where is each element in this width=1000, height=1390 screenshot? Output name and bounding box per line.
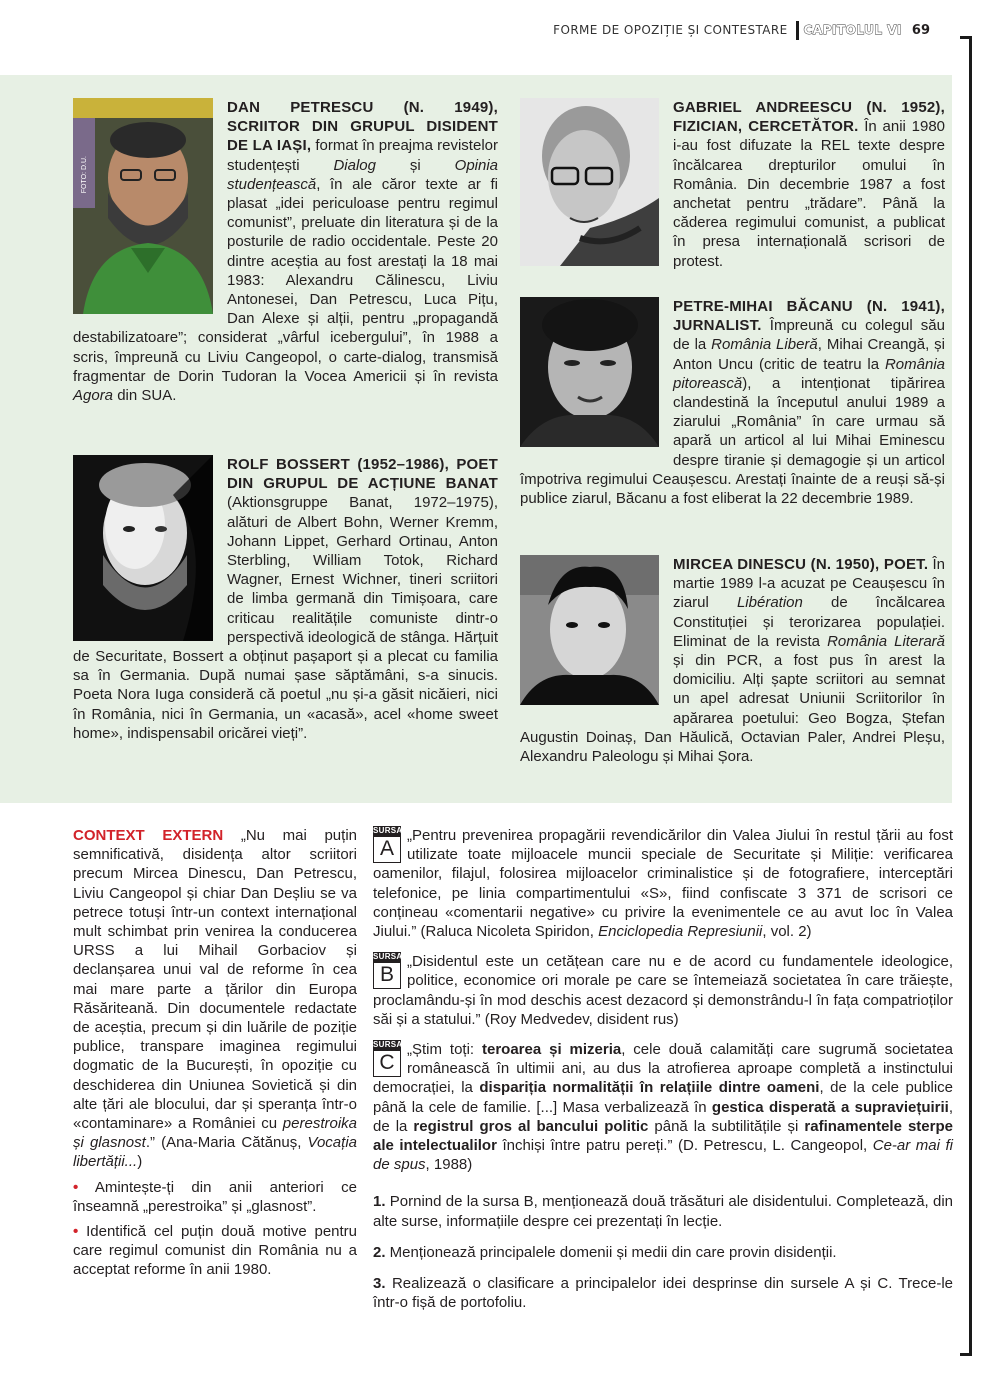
sources-column	[373, 826, 953, 1324]
photo-dan-petrescu	[73, 98, 213, 314]
page-edge-bracket	[960, 36, 972, 1356]
context-label: CONTEXT EXTERN	[73, 827, 224, 844]
photo-mircea-dinescu	[520, 555, 659, 705]
page-header	[553, 19, 930, 41]
bullet-icon: •	[73, 1178, 79, 1196]
portrait-image	[520, 297, 659, 447]
task-item: 3. Realizează o clasificare a principalelor idei desprinse din sursele A și C. Trece-le într-o fișă de portofoliu.	[373, 1275, 953, 1312]
portrait-image	[520, 555, 659, 705]
bio-dan-petrescu: FOTO: D.U. DAN PETRESCU (N. 1949), SCRIITOR DIN GRUPUL DISIDENT DE LA IAȘI, format în preajma revistelor studențești Dialog și Opinia studențească, în ale căror texte ar fi plasat „idei periculoase pentru regimul comunist”, preluate din literatura și de la posturile de radio occidentale. Peste 20 dintre aceștia au fost arestați la 18 mai 1983: Alexandru Călinescu, Liviu Antonesei, Dan Petrescu, Luca Pițu, Dan Alexe și alții, pentru „propagandă destabilizatoare”; considerat „vârful icebergului”, în 1988 a scris, împreună cu Liviu Cangeopol, o carte-dialog, transmisă fragmentar de Dorin Tudoran la Vocea Americii și în revista Agora din SUA.	[73, 99, 499, 405]
bio-name: PETRE-MIHAI BĂCANU (N. 1941), JURNALIST.	[673, 298, 945, 335]
bio-petre-mihai-bacanu: PETRE-MIHAI BĂCANU (N. 1941), JURNALIST. Împreună cu colegul său de la România Liberă, Mihai Creangă, și Anton Uncu (critic de teatru la România pitorească), a intenționat tipărirea clandestină la începutul anului 1989 a ziarului „România” în care urmau să apară un articol al lui Mihai Eminescu despre tiranie și demagogie și un articol împotriva regimului Ceaușescu. Arestați înainte de a reuși să-și publice ziarul, Băcanu a fost eliberat la 22 decembrie 1989.	[520, 298, 945, 508]
bio-name: DAN PETRESCU (N. 1949), SCRIITOR DIN GRUPUL DISIDENT DE LA IAȘI,	[227, 99, 498, 155]
task-item: 1. Pornind de la sursa B, menționează două trăsături ale disidentului. Completează, din alte surse, informațiile despre cei prezentați în lecție.	[373, 1193, 953, 1230]
task-list	[373, 1192, 953, 1312]
bullet-icon: •	[73, 1223, 79, 1241]
source-badge-b: SURSA B	[373, 952, 401, 990]
bio-mircea-dinescu: MIRCEA DINESCU (N. 1950), POET. În martie 1989 l-a acuzat pe Ceaușescu în ziarul Libération de încălcarea Constituției și terorizarea populației. Eliminat de la revista România Literară și din PCR, a fost pus în arest la domiciliu. Alți șapte scriitori au semnat un apel adresat Uniunii Scriitorilor în apărarea poetului: Geo Bogza, Ștefan Augustin Doinaș, Dan Hăulică, Octavian Paler, Andrei Pleșu, Alexandru Paleologu și Mihai Șora.	[520, 556, 946, 766]
portrait-image	[520, 98, 659, 266]
photo-gabriel-andreescu	[520, 98, 659, 266]
bio-rolf-bossert: ROLF BOSSERT (1952–1986), POET DIN GRUPUL DE ACȚIUNE BANAT (Aktionsgruppe Banat, 1972–1975), alături de Albert Bohn, Werner Kremm, Johann Lippet, Gerhard Ortinau, Anton Sterbling, William Totok, Richard Wagner, Ernest Wichner, tineri scriitori de limba germană din Timișoara, care criticau realitățile comuniste dintr-o perspectivă ideologică de stânga. Hărțuit de Securitate, Bossert a obținut pașaport și a plecat cu familia sa în Germania. După numai șase săptămâni, s-a sinucis. Poeta Nora Iuga consideră că poetul „nu și-a găsit nicăieri, nici în România, nici în Germania, un «acasă», acel «home sweet home», indispensabil oricărei vieți”.	[73, 456, 498, 742]
source-b: SURSA B „Disidentul este un cetățean care nu e de acord cu fundamentele ideologice, politice, economice ori morale pe care se întemeiază societatea în care trăiește, proclamându-și în mod deschis acest dezacord și demonstrându-l în fața compatrioților săi și a statului.” (Roy Medvedev, disident rus)	[373, 952, 953, 1028]
context-paragraph: CONTEXT EXTERN „Nu mai puțin semnificativă, disidența altor scriitori precum Mircea Dinescu, Dan Petrescu, Liviu Cangeopol și chiar Dan Deșliu se va petrece totuși într-un context internațional mult schimbat prin venirea la conducerea URSS a lui Mihail Gorbaciov și declanșarea unui val de reforme în cea mai mare parte a țărilor din Europa Răsăriteană. Din documentele redactate de aceștia, precum și din luările de poziție publice, transpare imaginea regimului dogmatic de la București, în opoziție cu deschiderea din Uniunea Sovietică și din alte țări ale blocului, dar și speranța într-o «contaminare» a României cu perestroika și glasnost.” (Ana-Maria Cătănuș, Vocația libertății...)	[73, 827, 357, 1171]
portrait-image	[73, 98, 213, 314]
photo-credit: FOTO: D.U.	[81, 156, 88, 194]
bio-name: ROLF BOSSERT (1952–1986), POET DIN GRUPUL DE ACȚIUNE BANAT	[227, 456, 498, 493]
chapter-label: CAPITOLUL VI	[803, 23, 902, 37]
section-title: FORME DE OPOZIȚIE ȘI CONTESTARE	[553, 23, 788, 37]
bio-gabriel-andreescu: GABRIEL ANDREESCU (N. 1952), FIZICIAN, CERCETĂTOR. În anii 1980 i-au fost difuzate la REL texte despre încălcarea drepturilor omului în România. Din decembrie 1987 a fost anchetat pentru „trădare”. Până la căderea regimului comunist, a publicat în presa internațională scrisori de protest.	[520, 98, 945, 271]
context-question: • Amintește-ți din anii anteriori ce înseamnă „perestroika” și „glasnost”.	[73, 1178, 358, 1215]
source-c: SURSA C „Știm toți: teroarea și mizeria, cele două calamități care sugrumă societatea românească în ultimii ani, au dus la atrofierea aproape completă a instinctului democrației, la dispariția normalității în relațiile dintre oameni, de la cele publice până la cele de familie. [...] Masa verbalizează în gestica disperată a supraviețuirii, de la registrul gros al bancului politic până la subtilitățile și rafinamentele sterpe ale intelectualilor închiși între patru pereți.” (D. Petrescu, L. Cangeopol, Ce-ar mai fi de spus, 1988)	[373, 1040, 953, 1174]
source-badge-c: SURSA C	[373, 1040, 401, 1078]
context-extern-column	[73, 826, 357, 1280]
bio-name: GABRIEL ANDREESCU (N. 1952), FIZICIAN, CERCETĂTOR.	[673, 99, 945, 136]
page-number: 69	[911, 22, 930, 38]
photo-petre-mihai-bacanu	[520, 297, 659, 447]
photo-rolf-bossert	[73, 455, 213, 641]
source-a: SURSA A „Pentru prevenirea propagării revendicărilor din Valea Jiului în restul țării au fost utilizate toate mijloacele muncii speciale de Securitate și Miliție: verificarea oamenilor, filajul, folosirea mijloacelor criminalistice și de fotografiere, interceptări telefonice, pe linia compartimentului «S», fiind confiscate 3 371 de scrisori ce conțineau «comentarii negative» cu privire la evenimentele ce au avut loc în Valea Jiului.” (Raluca Nicoleta Spiridon, Enciclopedia Represiunii, vol. 2)	[373, 826, 953, 941]
task-item: 2. Menționează principalele domenii și medii din care provin disidenții.	[373, 1243, 837, 1261]
source-badge-a: SURSA A	[373, 826, 401, 864]
header-divider	[796, 21, 799, 40]
bio-name: MIRCEA DINESCU (N. 1950), POET.	[673, 556, 929, 573]
context-question: • Identifică cel puțin două motive pentru care regimul comunist din România nu a acceptat reforme în anii 1980.	[73, 1223, 358, 1279]
portrait-image	[73, 455, 213, 641]
